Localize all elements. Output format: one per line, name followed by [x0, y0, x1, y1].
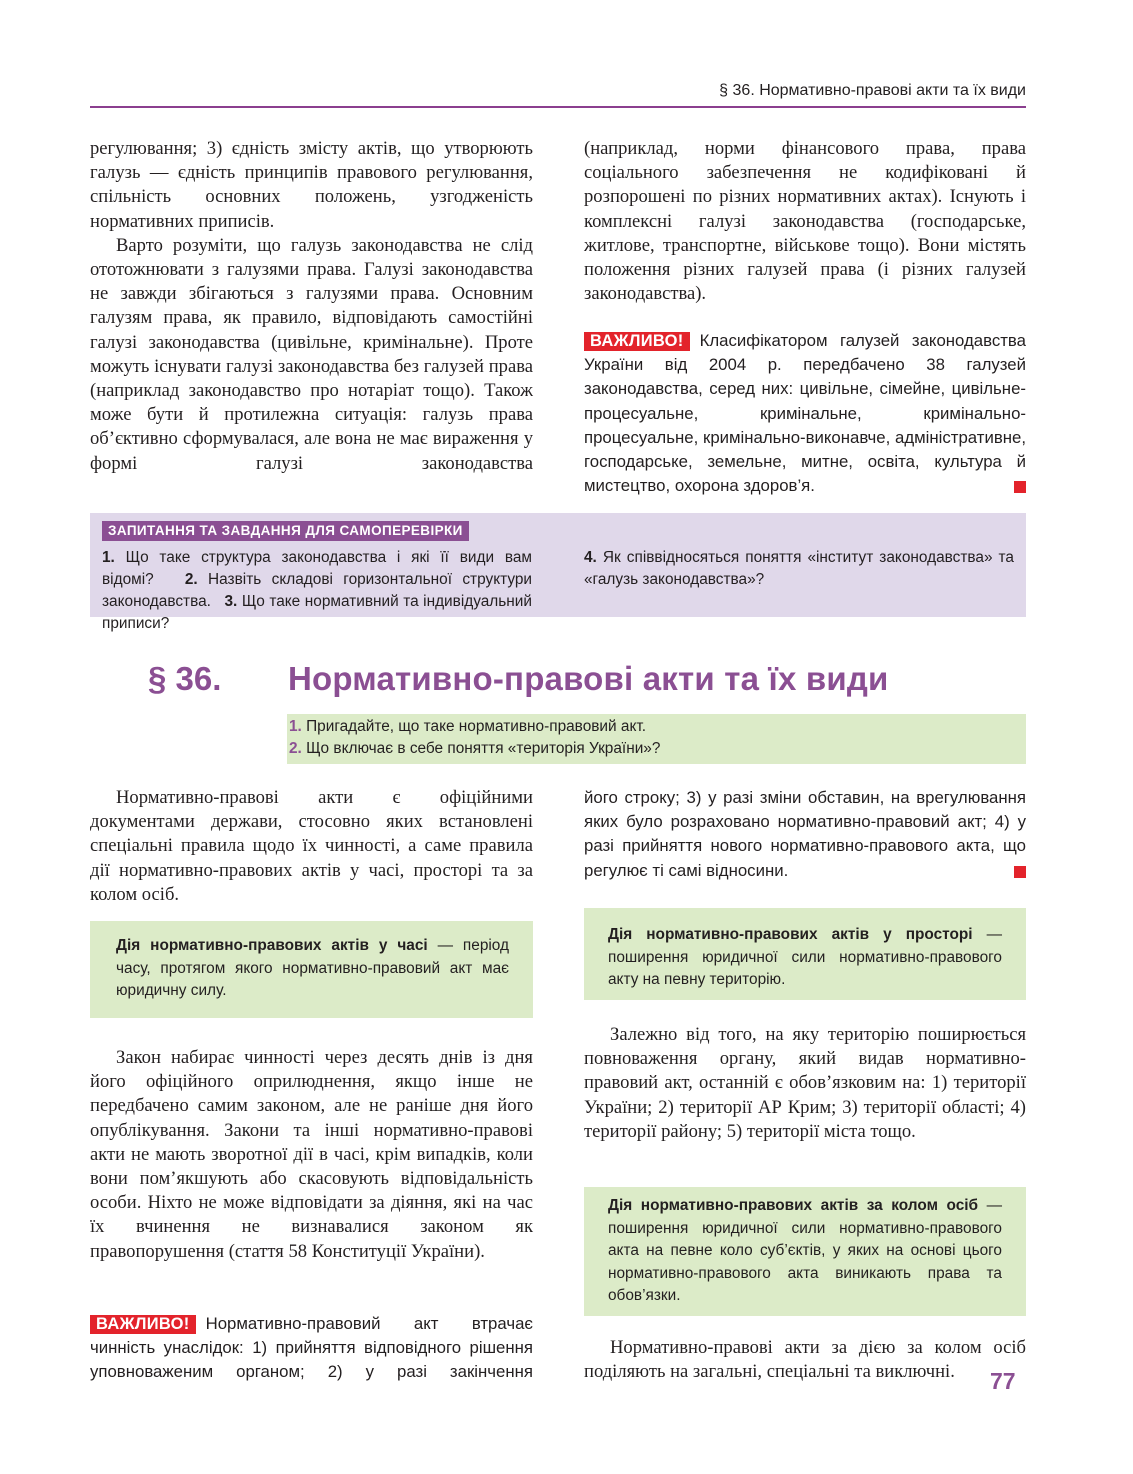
paragraph: Закон набирає чинності через десять днів із дня його офіційного оприлюднення, якщо інше не передбачено самим законом, але не раніше дня його опублікування. Закони та інші нормативно-правові акти не мають зворотної дії в часі, крім випадків, коли вони пом’якшують або скасовують відповідальність особи. Ніхто не може відповідати за діяння, які на час їх вчинення не визнавалися законом як правопорушення (стаття 58 Конституції України).	[90, 1047, 533, 1262]
definition-term: Дія нормативно-правових актів у часі	[116, 937, 428, 954]
recall-number: 2.	[289, 740, 302, 757]
paragraph: Нормативно-правові акти за дією за колом осіб поділяють на загальні, спеціальні та виключні.	[584, 1337, 1026, 1383]
top-left-column	[90, 137, 533, 476]
review-right-column	[584, 547, 1014, 591]
review-left-column	[102, 547, 532, 635]
question-number: 1.	[102, 549, 115, 566]
definition-text: — поширення юридичної сили нормативно-правового акту на певну територію.	[608, 926, 1003, 988]
definition-persons-box	[584, 1187, 1026, 1316]
section-number: § 36.	[148, 660, 222, 697]
review-title: ЗАПИТАННЯ ТА ЗАВДАННЯ ДЛЯ САМОПЕРЕВІРКИ	[102, 521, 469, 541]
main-right-body	[584, 1023, 1026, 1144]
paragraph: Залежно від того, на яку територію поширюється повноваження органу, який видав нормативно-правовий акт, останній є обов’язковим на: 1) території України; 2) території АР Крим; 3) території області; 4) території району; 5) території міста тощо.	[584, 1024, 1026, 1142]
paragraph: (наприклад, норми фінансового права, права соціального забезпечення не кодифіковані й розпорошені по різних нормативних актах). Існують і комплексні галузі законодавства (господарське, житлове, транспортне, військове тощо). Вони містять положення різних галузей права (і різних галузей законодавства).	[584, 138, 1026, 305]
recall-questions-box	[287, 714, 1026, 764]
main-right-continuation	[584, 786, 1026, 883]
question-number: 4.	[584, 549, 597, 566]
question-number: 3.	[224, 593, 238, 610]
definition-term: Дія нормативно-правових актів за колом осіб	[608, 1197, 979, 1214]
paragraph-text: його строку; 3) у разі зміни обставин, на врегулювання яких було розраховано нормативно-правовий акт; 4) у разі прийняття нового нормативно-правового акта, що регулює ті самі відносини.	[584, 788, 1026, 880]
definition-space-box	[584, 908, 1026, 1000]
recall-number: 1.	[289, 718, 302, 735]
running-header: § 36. Нормативно-правові акти та їх види	[719, 82, 1026, 99]
end-square-icon	[1014, 481, 1026, 493]
paragraph	[584, 786, 1026, 883]
important-paragraph	[90, 1312, 533, 1385]
important-paragraph	[584, 329, 1026, 498]
recall-item	[289, 738, 660, 760]
paragraph: регулювання; 3) єдність змісту актів, що утворюють галузь — єдність принципів правового регулювання, спільність основних положень, узгодженість нормативних приписів.	[90, 138, 533, 232]
recall-text: Що включає в себе поняття «територія України»?	[306, 740, 661, 757]
important-text: Нормативно-правовий акт втрачає чинність унаслідок: 1) прийняття відповідного рішення уповноваженим органом; 2) у разі закінчення	[90, 1314, 533, 1382]
main-right-closing	[584, 1336, 1026, 1384]
important-tag: ВАЖЛИВО!	[90, 1315, 196, 1334]
important-note-top	[584, 329, 1026, 498]
important-text: Класифікатором галузей законодавства України від 2004 р. передбачено 38 галузей законодавства, серед них: цивільне, сімейне, цивільне-процесуальне, кримінальне, кримінально-процесуальне, кримінально-виконавче, адміністративне, господарське, земельне, митне, освіта, культура й мистецтво, охорона здоров’я.	[584, 331, 1026, 496]
paragraph: Варто розуміти, що галузь законодавства не слід ототожнювати з галузями права. Галузі законодавства не завжди збігаються з галузями права. Основним галузям права, як правило, відповідають самостійні галузі законодавства (цивільне, кримінальне). Проте можуть існувати галузі законодавства без галузей права (наприклад законодавство про нотаріат тощо). Також може бути й протилежна ситуація: галузь права об’єктивно сформувалася, але вона не має вираження у формі галузі законодавства	[90, 234, 533, 474]
definition-text: — поширення юридичної сили нормативно-правового акта на певне коло суб’єктів, у яких на основі цього нормативно-правового акта виникають права та обов’язки.	[608, 1197, 1002, 1304]
main-left-body	[90, 1046, 533, 1264]
header-rule	[90, 106, 1026, 108]
question: Що таке структура законодавства і які її види вам відомі?	[102, 549, 532, 588]
important-note-main	[90, 1312, 533, 1385]
section-title: Нормативно-правові акти та їх види	[288, 660, 889, 697]
definition-term: Дія нормативно-правових актів у просторі	[608, 926, 973, 943]
top-right-column	[584, 137, 1026, 306]
recall-text: Пригадайте, що таке нормативно-правовий акт.	[306, 718, 646, 735]
end-square-icon	[1014, 866, 1026, 878]
question: Що таке нормативний та індивідуальний приписи?	[102, 593, 533, 632]
review-questions-box	[90, 513, 1026, 632]
question-number: 2.	[184, 571, 198, 588]
recall-item	[289, 716, 646, 738]
important-tag: ВАЖЛИВО!	[584, 332, 690, 351]
paragraph: Нормативно-правові акти є офіційними документами держави, стосовно яких встановлені спеціальні правила щодо їх чинності, а саме правила дії нормативно-правових актів у часі, просторі та за колом осіб.	[90, 787, 533, 905]
question: Назвіть складові горизонтальної структури законодавства.	[102, 571, 532, 610]
page-number: 77	[990, 1368, 1016, 1394]
definition-time-box	[90, 921, 533, 1018]
definition-text: — період часу, протягом якого нормативно-правовий акт має юридичну силу.	[116, 937, 509, 999]
main-left-intro	[90, 786, 533, 907]
question: Як співвідносяться поняття «інститут законодавства» та «галузь законодавства»?	[584, 549, 1014, 588]
